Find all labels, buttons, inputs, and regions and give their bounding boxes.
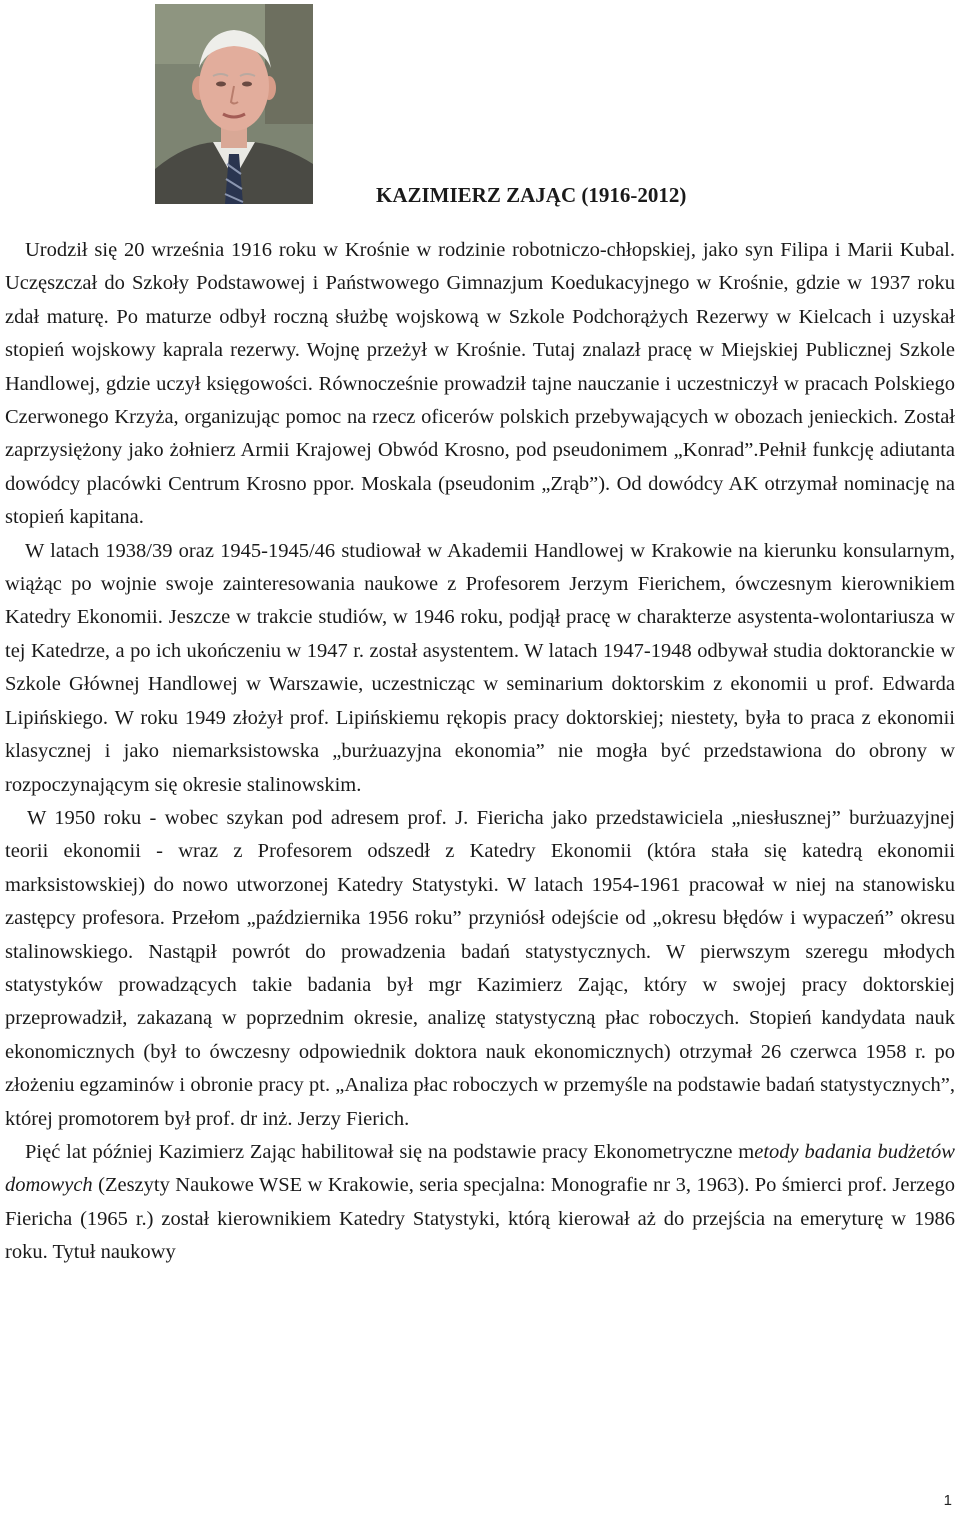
paragraph-4-before: Pięć lat później Kazimierz Zając habilitował się na podstawie pracy Ekonometryczne m — [25, 1140, 755, 1163]
paragraph-2: W latach 1938/39 oraz 1945-1945/46 studiował w Akademii Handlowej w Krakowie na kierunku konsularnym, wiążąc po wojnie swoje zainteresowania naukowe z Profesorem Jerzym Fierichem, ówczesnym kierownikiem Katedry Ekonomii. Jeszcze w trakcie studiów, w 1946 roku, podjął pracę w charakterze asystenta-wolontariusza w tej Katedrze, a po ich ukończeniu w 1947 r. został asystentem. W latach 1947-1948 odbywał studia doktoranckie w Szkole Głównej Handlowej w Warszawie, uczestnicząc w seminarium doktorskim z ekonomii u prof. Edwarda Lipińskiego. W roku 1949 złożył prof. Lipińskiemu rękopis pracy doktorskiej; niestety, była to praca z ekonomii klasycznej i jako niemarksistowska „burżuazyjna ekonomia” nie mogła być przedstawiona do obrony w rozpoczynającym się okresie stalinowskim. — [5, 539, 955, 796]
paragraph-4-after: (Zeszyty Naukowe WSE w Krakowie, seria specjalna: Monografie nr 3, 1963). Po śmierci prof. Jerzego Fiericha (1965 r.) został kierownikiem Katedry Statystyki, którą kierował aż do przejścia na emeryturę w 1986 roku. Tytuł naukowy — [5, 1174, 955, 1264]
paragraph-1: Urodził się 20 września 1916 roku w Krośnie w rodzinie robotniczo-chłopskiej, jako syn Filipa i Marii Kubal. Uczęszczał do Szkoły Podstawowej i Państwowego Gimnazjum Koedukacyjnego w Krośnie, gdzie w 1937 roku zdał maturę. Po maturze odbył roczną służbę wojskową w Szkole Podchorążych Rezerwy w Kielcach i uzyskał stopień wojskowy kaprala rezerwy. Wojnę przeżył w Krośnie. Tutaj znalazł pracę w Miejskiej Publicznej Szkole Handlowej, gdzie uczył księgowości. Równocześnie prowadził tajne nauczanie i uczestniczył w pracach Polskiego Czerwonego Krzyża, organizując pomoc na rzecz oficerów polskich przebywających w obozach jenieckich. Został zaprzysiężony jako żołnierz Armii Krajowej Obwód Krosno, pod pseudonimem „Konrad”.Pełnił funkcję adiutanta dowódcy placówki Centrum Krosno ppor. Moskala (pseudonim „Zrąb”). Od dowódcy AK otrzymał nominację na stopień kapitana. — [5, 239, 955, 529]
paragraph-4 — [5, 1136, 955, 1270]
paragraph-3: W 1950 roku - wobec szykan pod adresem prof. J. Fiericha jako przedstawiciela „niesłusznej” burżuazyjnej teorii ekonomii - wraz z Profesorem odszedł z Katedry Ekonomii (która stała się katedrą ekonomii marksistowskiej) do nowo utworzonej Katedry Statystyki. W latach 1954-1961 pracował w niej na stanowisku zastępcy profesora. Przełom „października 1956 roku” przyniósł odejście od „okresu błędów i wypaczeń” okresu stalinowskiego. Nastąpił powrót do prowadzenia badań statystycznych. W pierwszym szeregu młodych statystyków prowadzących takie badania był mgr Kazimierz Zając, który w swojej pracy doktorskiej przeprowadził, zakazaną w poprzednim okresie, analizę statystyczną płac roboczych. Stopień kandydata nauk ekonomicznych (był to ówczesny odpowiednik doktora nauk ekonomicznych) otrzymał 26 czerwca 1958 r. po złożeniu egzaminów i obronie pracy pt. „Analiza płac roboczych w przemyśle na podstawie badań statystycznych”, której promotorem był prof. dr inż. Jerzy Fierich. — [5, 806, 955, 1130]
page-title: KAZIMIERZ ZAJĄC (1916-2012) — [376, 183, 687, 207]
book-title-italic: etody badania budżetów domowych — [5, 1140, 955, 1197]
article-body — [5, 234, 955, 1270]
portrait-photo — [155, 4, 313, 204]
portrait-illustration — [155, 4, 313, 204]
page-number: 1 — [943, 1492, 952, 1509]
